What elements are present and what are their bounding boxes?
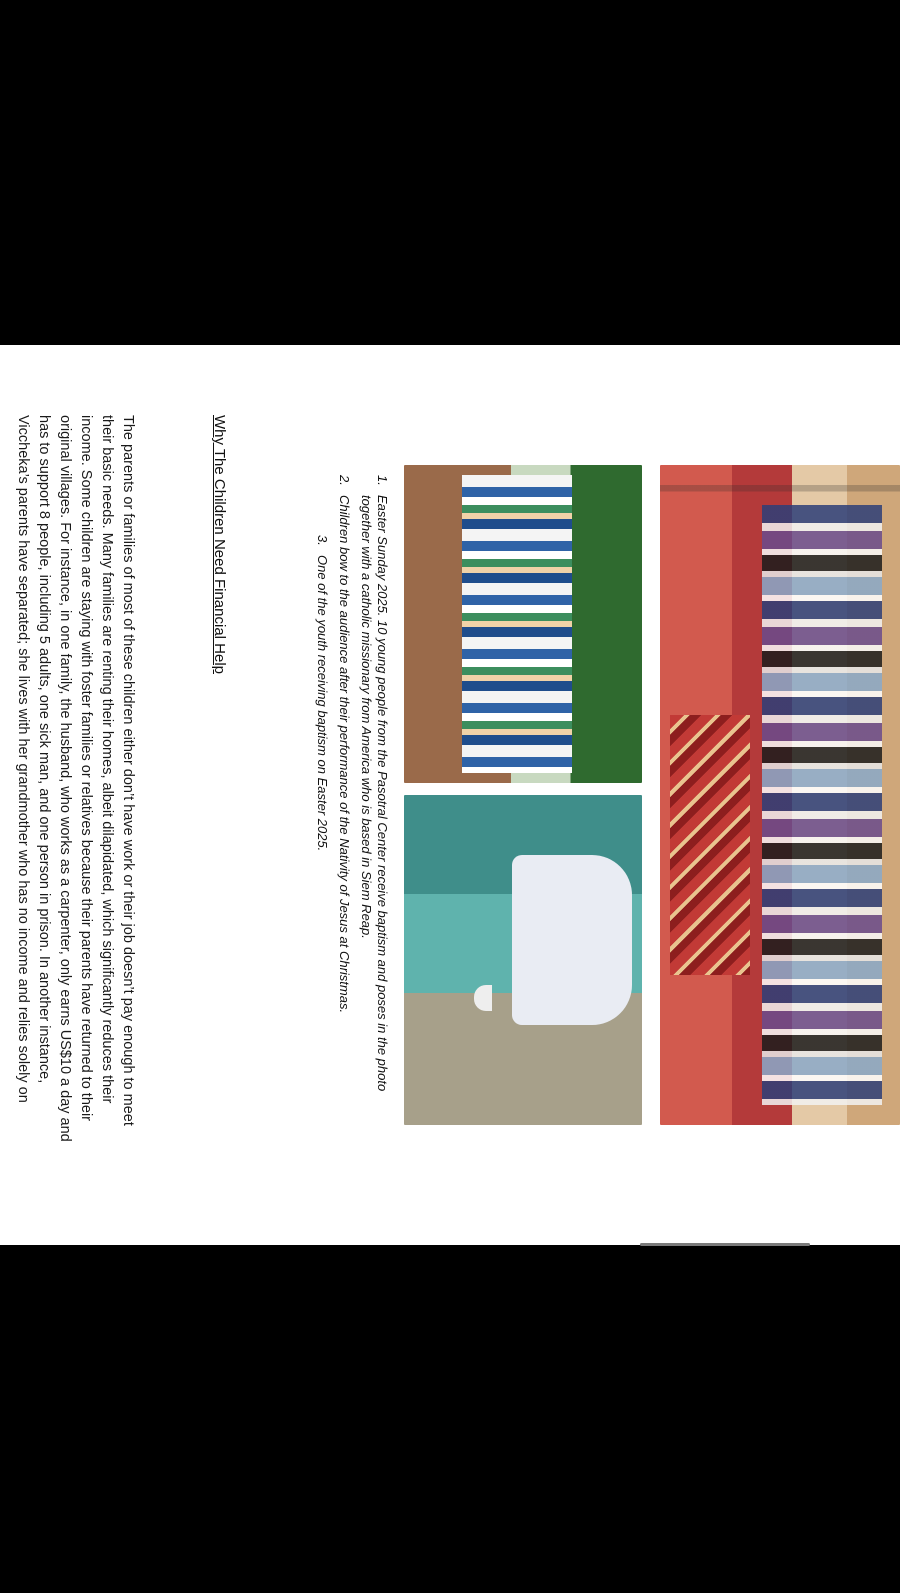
caption-2: [336, 475, 352, 1115]
caption-number: 3.: [315, 535, 330, 546]
nativity-performance-photo: [404, 465, 642, 783]
section-heading: Why The Children Need Financial Help: [211, 415, 228, 675]
caption-number: 2.: [337, 475, 352, 486]
baptism-photo: [404, 795, 642, 1125]
rotated-page-content: [0, 345, 900, 1245]
caption-number: 1.: [375, 475, 390, 486]
scroll-indicator[interactable]: [640, 1243, 810, 1246]
group-people: [762, 505, 882, 1105]
caption-1: [358, 475, 390, 1115]
group-baptism-photo: [660, 465, 900, 1125]
children-on-stage: [462, 475, 572, 773]
white-robe: [512, 855, 632, 1025]
caption-text: Easter Sunday 2025. 10 young people from the Pasotral Center receive baptism and poses in the photo together with a catholic missionary from America who is based in Siem Reap.: [359, 495, 390, 1092]
water-bowl: [474, 985, 492, 1011]
caption-3: [314, 475, 330, 1115]
document-page[interactable]: [0, 345, 900, 1245]
caption-text: Children bow to the audience after their performance of the Nativity of Jesus at Christmas.: [337, 495, 352, 1014]
photo-captions: [308, 475, 390, 1115]
red-rug: [670, 715, 750, 975]
caption-text: One of the youth receiving baptism on Easter 2025.: [315, 555, 330, 852]
body-paragraph: The parents or families of most of these children either don’t have work or their job doesn’t pay enough to meet their basic needs. Many families are renting their homes, albeit dilapidated, which significantly reduces their income. Some children are staying with foster families or relatives because their parents have returned to their original villages. For instance, in one family, the husband, who works as a carpenter, only earns US$10 a day and has to support 8 people, including 5 adults, one sick man, and one person in prison. In another instance, Viccheka’s parents have separated; she lives with her grandmother who has no income and relies solely on: [15, 415, 136, 1142]
